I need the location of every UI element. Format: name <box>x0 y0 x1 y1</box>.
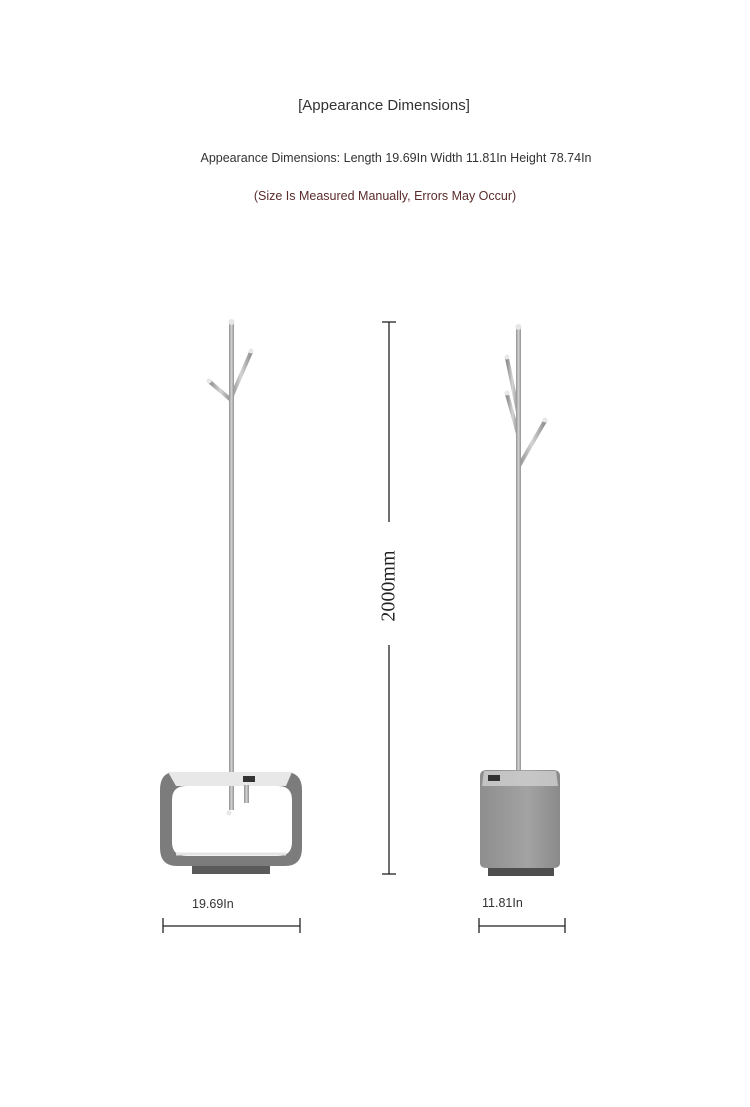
dimensions-text: Appearance Dimensions: Length 19.69In Width 11.81In Height 78.74In <box>200 151 592 165</box>
page-title: [Appearance Dimensions] <box>298 97 470 114</box>
branch-tip <box>249 349 254 354</box>
coat-rack-side-view <box>480 324 560 876</box>
pole-top-cap <box>229 319 235 325</box>
branch-right <box>519 421 545 466</box>
width-label: 11.81In <box>482 896 523 910</box>
ring-base-top <box>168 772 292 786</box>
length-dimension-line <box>163 918 300 933</box>
measurement-note: (Size Is Measured Manually, Errors May Occur) <box>253 189 517 203</box>
base-socket <box>488 775 500 781</box>
spare-peg <box>244 785 249 803</box>
width-dimension-line <box>479 918 565 933</box>
main-pole <box>516 328 521 778</box>
branch-tip <box>543 418 548 423</box>
branch-tip <box>505 355 510 360</box>
main-pole <box>229 322 234 810</box>
pole-bottom-tip <box>227 811 232 816</box>
branch-left <box>210 382 231 400</box>
pole-top-cap <box>516 324 522 330</box>
length-label: 19.69In <box>192 897 234 911</box>
base-socket <box>243 776 255 782</box>
height-label: 2000mm <box>377 550 400 622</box>
branch-tip <box>207 379 212 384</box>
coat-rack-front-view <box>160 319 302 874</box>
branch-tip <box>505 391 510 396</box>
base-foot <box>192 866 270 874</box>
